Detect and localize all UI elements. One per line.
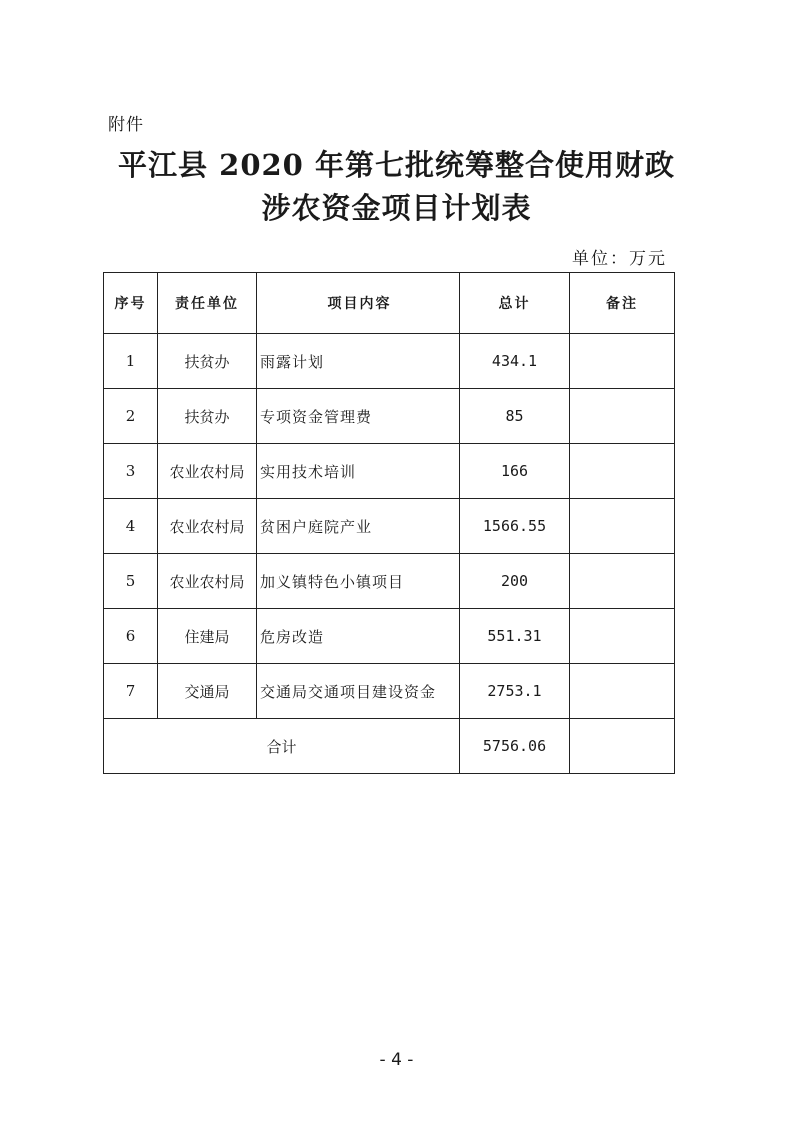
row-total: 434.1 — [460, 334, 570, 389]
row-no: 5 — [104, 554, 158, 609]
row-no: 7 — [104, 664, 158, 719]
sum-label: 合计 — [104, 719, 460, 774]
project-plan-table — [103, 272, 675, 774]
table-row — [104, 444, 675, 499]
row-project-content: 贫困户庭院产业 — [257, 499, 460, 554]
row-project-content: 危房改造 — [257, 609, 460, 664]
row-responsible-unit: 农业农村局 — [158, 444, 257, 499]
page-number: - 4 - — [379, 1050, 414, 1070]
row-responsible-unit: 交通局 — [158, 664, 257, 719]
row-note — [570, 499, 675, 554]
row-no: 6 — [104, 609, 158, 664]
row-responsible-unit: 农业农村局 — [158, 499, 257, 554]
header-responsible-unit: 责任单位 — [158, 273, 257, 334]
table-header-row — [104, 273, 675, 334]
row-responsible-unit: 农业农村局 — [158, 554, 257, 609]
row-total: 166 — [460, 444, 570, 499]
row-responsible-unit: 扶贫办 — [158, 334, 257, 389]
table-sum-row — [104, 719, 675, 774]
header-total: 总计 — [460, 273, 570, 334]
row-total: 85 — [460, 389, 570, 444]
document-title-line-1: 平江县 2020 年第七批统筹整合使用财政 — [118, 148, 675, 182]
table-row — [104, 609, 675, 664]
table-row — [104, 334, 675, 389]
row-project-content: 专项资金管理费 — [257, 389, 460, 444]
table-row — [104, 389, 675, 444]
row-note — [570, 664, 675, 719]
unit-label: 单位：万元 — [572, 249, 667, 269]
row-note — [570, 334, 675, 389]
sum-note — [570, 719, 675, 774]
table-row — [104, 499, 675, 554]
sum-total: 5756.06 — [460, 719, 570, 774]
row-note — [570, 389, 675, 444]
attachment-label: 附件 — [108, 115, 144, 135]
header-note: 备注 — [570, 273, 675, 334]
header-project-content: 项目内容 — [257, 273, 460, 334]
row-project-content: 交通局交通项目建设资金 — [257, 664, 460, 719]
table-row — [104, 554, 675, 609]
row-total: 200 — [460, 554, 570, 609]
row-note — [570, 444, 675, 499]
document-title-line-2: 涉农资金项目计划表 — [261, 191, 532, 225]
row-no: 2 — [104, 389, 158, 444]
row-project-content: 实用技术培训 — [257, 444, 460, 499]
table-row — [104, 664, 675, 719]
row-project-content: 加义镇特色小镇项目 — [257, 554, 460, 609]
row-no: 3 — [104, 444, 158, 499]
row-total: 551.31 — [460, 609, 570, 664]
row-note — [570, 554, 675, 609]
header-no: 序号 — [104, 273, 158, 334]
row-total: 1566.55 — [460, 499, 570, 554]
row-responsible-unit: 扶贫办 — [158, 389, 257, 444]
row-note — [570, 609, 675, 664]
row-no: 4 — [104, 499, 158, 554]
row-project-content: 雨露计划 — [257, 334, 460, 389]
row-total: 2753.1 — [460, 664, 570, 719]
row-no: 1 — [104, 334, 158, 389]
row-responsible-unit: 住建局 — [158, 609, 257, 664]
